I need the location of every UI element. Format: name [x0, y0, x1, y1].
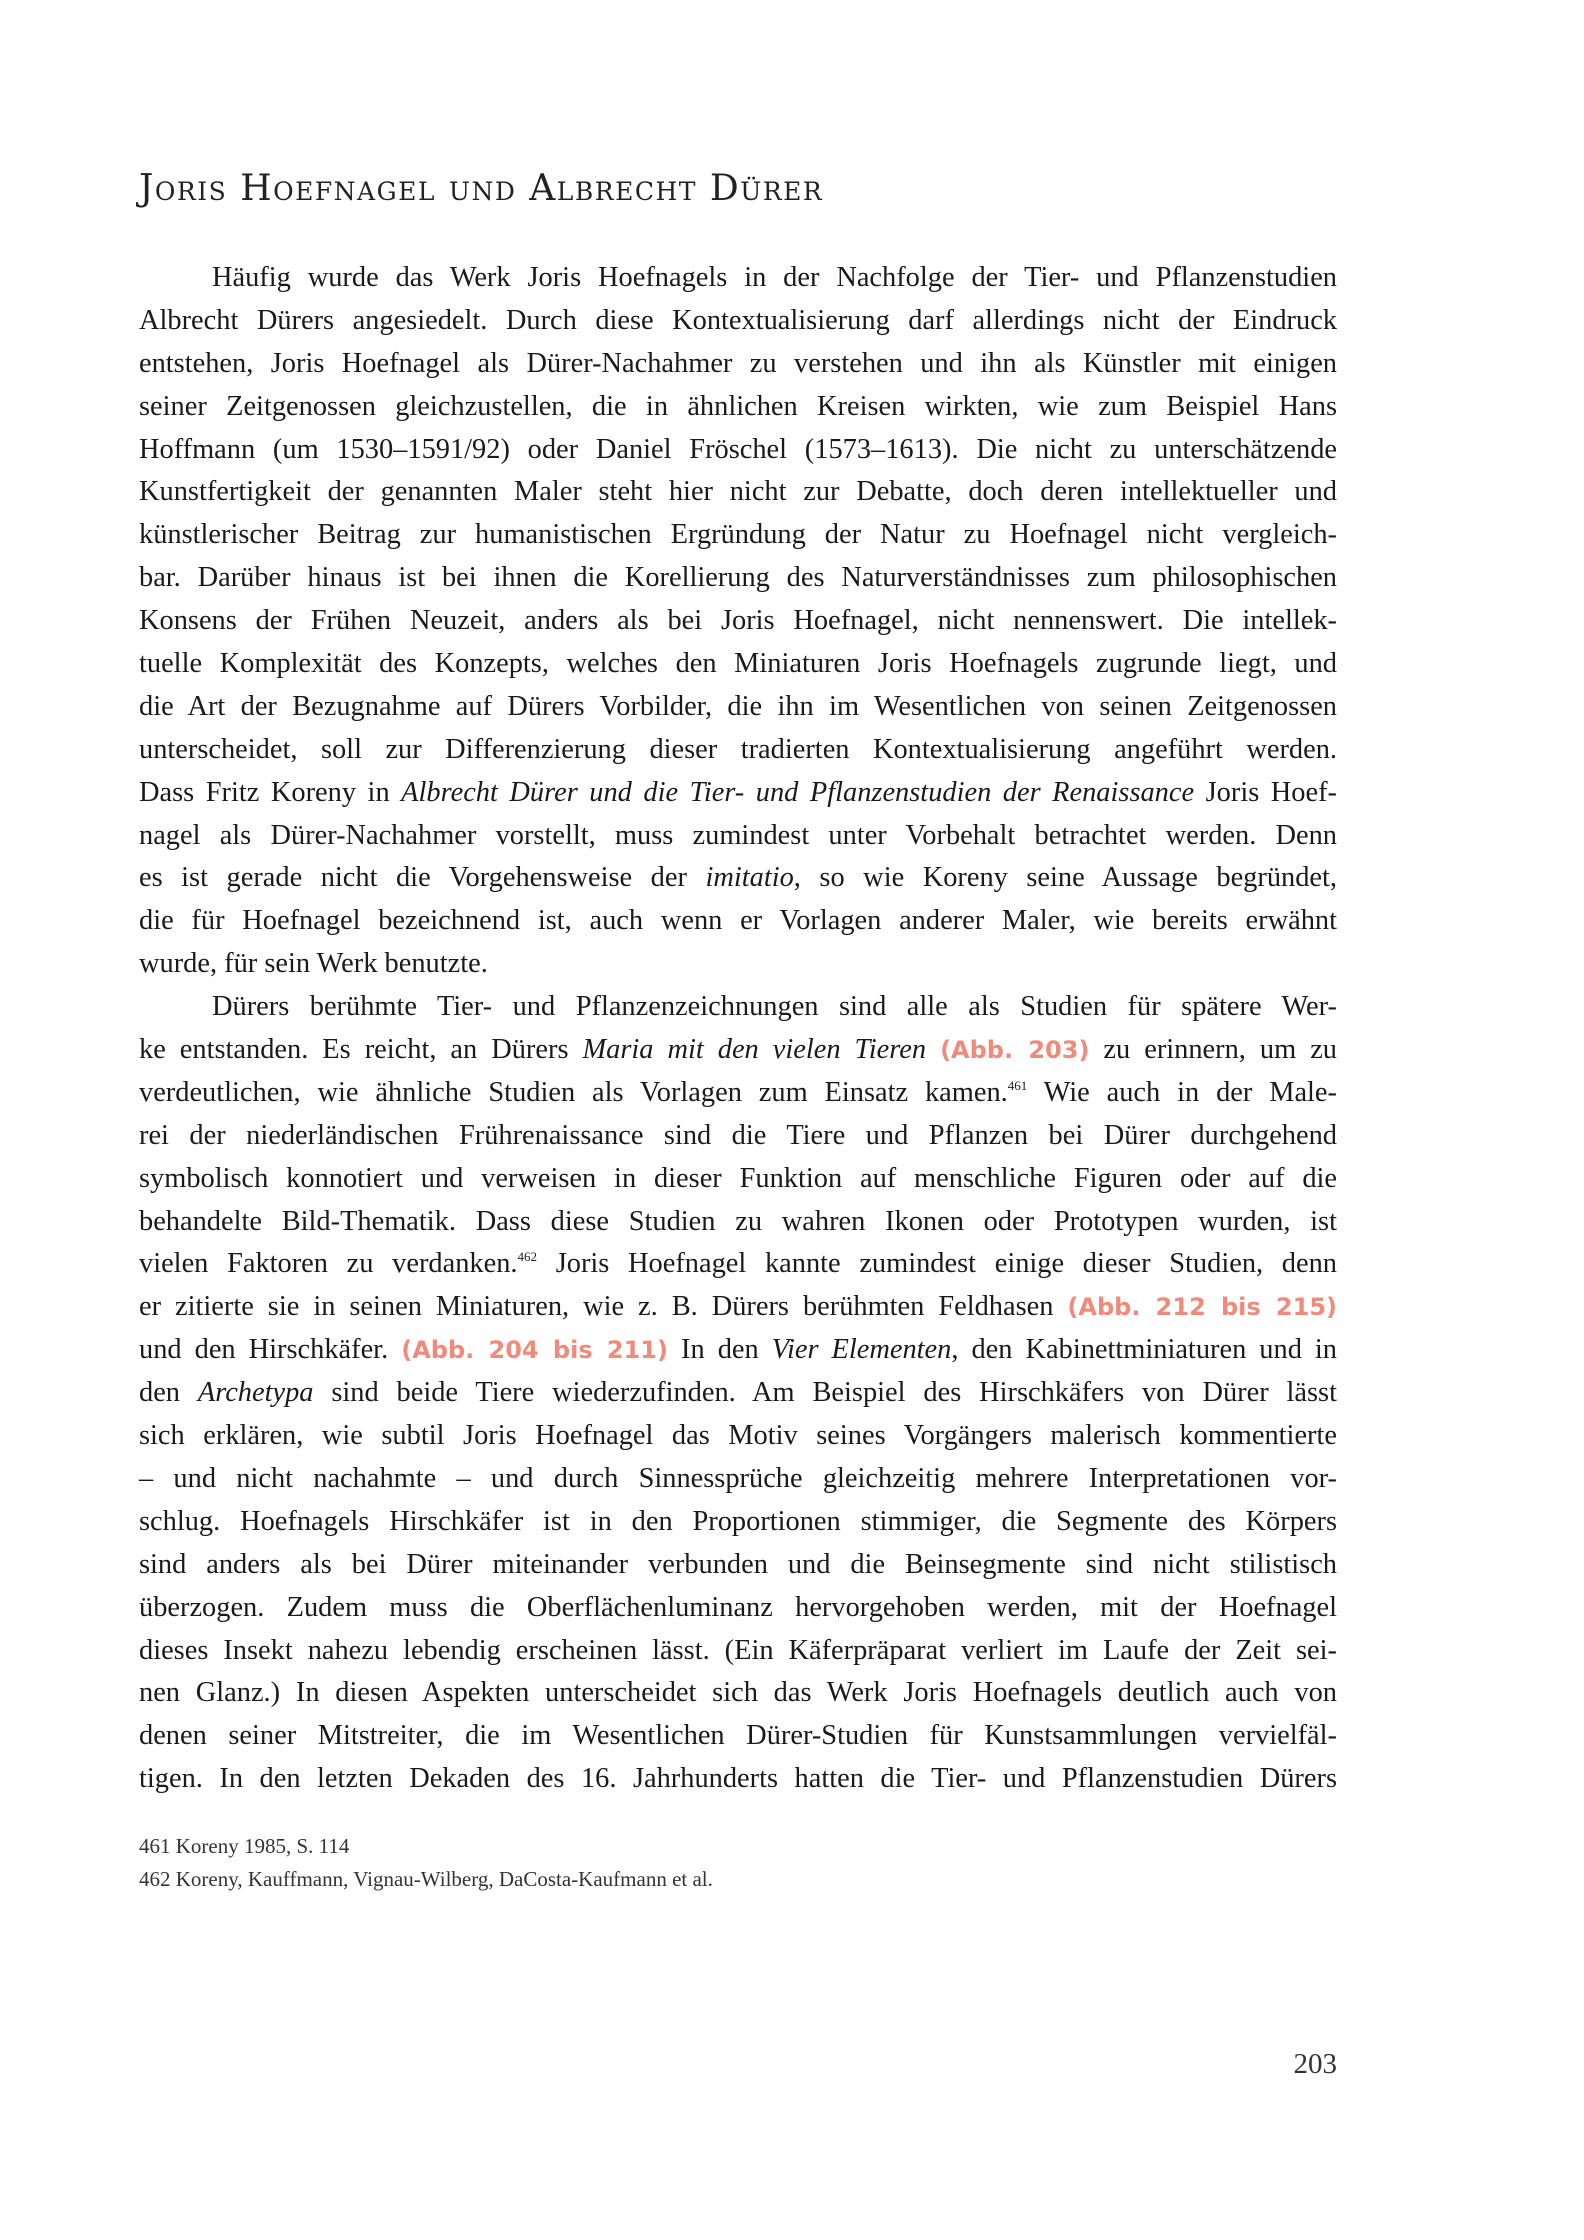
- text-line: überzogen. Zudem muss die Oberflächenluminanz hervorgehoben werden, mit der Hoefnagel: [139, 1591, 1337, 1623]
- text-line: tuelle Komplexität des Konzepts, welches den Miniaturen Joris Hoefnagels zugrunde liegt, und: [139, 648, 1337, 680]
- text-line: schlug. Hoefnagels Hirschkäfer ist in den Proportionen stimmiger, die Segmente des Körpers: [139, 1505, 1337, 1537]
- text-line: Dass Fritz Koreny in Albrecht Dürer und die Tier- und Pflanzenstudien der Renaissance Joris Hoef-: [139, 776, 1337, 808]
- artwork-title: Maria mit den vielen Tieren: [582, 1034, 927, 1066]
- text-line: nen Glanz.) In diesen Aspekten unterscheidet sich das Werk Joris Hoefnagels deutlich auch von: [139, 1677, 1337, 1709]
- text-line: – und nicht nachahmte – und durch Sinnessprüche gleichzeitig mehrere Interpretationen vor-: [139, 1462, 1337, 1494]
- text-line: symbolisch konnotiert und verweisen in dieser Funktion auf menschliche Figuren oder auf die: [139, 1162, 1337, 1194]
- work-title: Vier Elementen: [771, 1334, 952, 1366]
- text-line: die Art der Bezugnahme auf Dürers Vorbilder, die ihn im Wesentlichen von seinen Zeitgenossen: [139, 690, 1337, 722]
- text-line: vielen Faktoren zu verdanken.$^{462}$ Joris Hoefnagel kannte zumindest einige dieser Studien, denn: [139, 1248, 1337, 1280]
- footnote-461: 461 Koreny 1985, S. 114: [139, 1834, 350, 1858]
- italic-term: imitatio: [705, 862, 794, 894]
- text-line: bar. Darüber hinaus ist bei ihnen die Korellierung des Naturverständnisses zum philosophischen: [139, 562, 1337, 594]
- footnote-marker[interactable]: 462: [517, 1249, 537, 1265]
- text-line: sich erklären, wie subtil Joris Hoefnagel das Motiv seines Vorgängers malerisch kommentierte: [139, 1420, 1337, 1452]
- page-number: 203: [1293, 2048, 1337, 2080]
- text-line: den Archetypa sind beide Tiere wiederzufinden. Am Beispiel des Hirschkäfers von Dürer lässt: [139, 1377, 1337, 1409]
- text-line: entstehen, Joris Hoefnagel als Dürer-Nachahmer zu verstehen und ihn als Künstler mit einigen: [139, 347, 1337, 379]
- body-text: [139, 257, 1337, 1801]
- text-line: Kunstfertigkeit der genannten Maler steht hier nicht zur Debatte, doch deren intellektueller und: [139, 476, 1337, 508]
- text-line: und den Hirschkäfer. (Abb. 204 bis 211) In den Vier Elementen, den Kabinettminiaturen und in: [139, 1334, 1338, 1366]
- section-heading: Joris Hoefnagel und Albrecht Dürer: [139, 168, 824, 209]
- text-line: sind anders als bei Dürer miteinander verbunden und die Beinsegmente sind nicht stilistisch: [139, 1548, 1337, 1580]
- work-title: Archetypa: [197, 1377, 314, 1409]
- text-line: er zitierte sie in seinen Miniaturen, wie z. B. Dürers berühmten Feldhasen (Abb. 212 bis 215): [139, 1291, 1337, 1323]
- text-line: behandelte Bild-Thematik. Dass diese Studien zu wahren Ikonen oder Prototypen wurden, ist: [139, 1205, 1337, 1237]
- text-line: es ist gerade nicht die Vorgehensweise der imitatio, so wie Koreny seine Aussage begründet,: [139, 862, 1337, 894]
- text-line: tigen. In den letzten Dekaden des 16. Jahrhunderts hatten die Tier- und Pflanzenstudien Dürers: [139, 1763, 1337, 1795]
- text-line: denen seiner Mitstreiter, die im Wesentlichen Dürer-Studien für Kunstsammlungen vervielfäl-: [139, 1720, 1337, 1752]
- footnote-462: 462 Koreny, Kauffmann, Vignau-Wilberg, DaCosta-Kaufmann et al.: [139, 1867, 713, 1891]
- text-line: Dürers berühmte Tier- und Pflanzenzeichnungen sind alle als Studien für spätere Wer-: [212, 991, 1337, 1023]
- text-line: wurde, für sein Werk benutzte.: [139, 948, 488, 980]
- text-line: rei der niederländischen Frührenaissance sind die Tiere und Pflanzen bei Dürer durchgehend: [139, 1119, 1337, 1151]
- book-title: Albrecht Dürer und die Tier- und Pflanzenstudien der Renaissance: [401, 776, 1195, 808]
- text-line: ke entstanden. Es reicht, an Dürers Maria mit den vielen Tieren (Abb. 203) zu erinnern, um zu: [139, 1034, 1337, 1066]
- text-line: Konsens der Frühen Neuzeit, anders als bei Joris Hoefnagel, nicht nennenswert. Die intellek-: [139, 605, 1337, 637]
- text-line: Häufig wurde das Werk Joris Hoefnagels in der Nachfolge der Tier- und Pflanzenstudien: [212, 262, 1337, 293]
- figure-reference-link[interactable]: (Abb. 204 bis 211): [401, 1336, 668, 1365]
- text-line: Hoffmann (um 1530–1591/92) oder Daniel Fröschel (1573–1613). Die nicht zu unterschätzende: [139, 433, 1337, 465]
- figure-reference-link[interactable]: (Abb. 203): [940, 1036, 1090, 1065]
- text-line: die für Hoefnagel bezeichnend ist, auch wenn er Vorlagen anderer Maler, wie bereits erwähnt: [139, 905, 1337, 937]
- footnotes: [139, 1830, 713, 1896]
- text-line: unterscheidet, soll zur Differenzierung dieser tradierten Kontextualisierung angeführt werden.: [139, 733, 1337, 765]
- text-line: Albrecht Dürers angesiedelt. Durch diese Kontextualisierung darf allerdings nicht der Eindruck: [139, 304, 1337, 336]
- footnote-marker[interactable]: 461: [1007, 1077, 1028, 1093]
- figure-reference-link[interactable]: (Abb. 212 bis 215): [1067, 1293, 1337, 1322]
- text-line: künstlerischer Beitrag zur humanistischen Ergründung der Natur zu Hoefnagel nicht vergleich-: [139, 519, 1337, 551]
- text-line: verdeutlichen, wie ähnliche Studien als Vorlagen zum Einsatz kamen.$^{461}$ Wie auch in der Male-: [139, 1076, 1337, 1108]
- text-line: dieses Insekt nahezu lebendig erscheinen lässt. (Ein Käferpräparat verliert im Laufe der Zeit sei-: [139, 1634, 1337, 1666]
- text-line: nagel als Dürer-Nachahmer vorstellt, muss zumindest unter Vorbehalt betrachtet werden. Denn: [139, 819, 1337, 851]
- text-line: seiner Zeitgenossen gleichzustellen, die in ähnlichen Kreisen wirkten, wie zum Beispiel Hans: [139, 390, 1337, 422]
